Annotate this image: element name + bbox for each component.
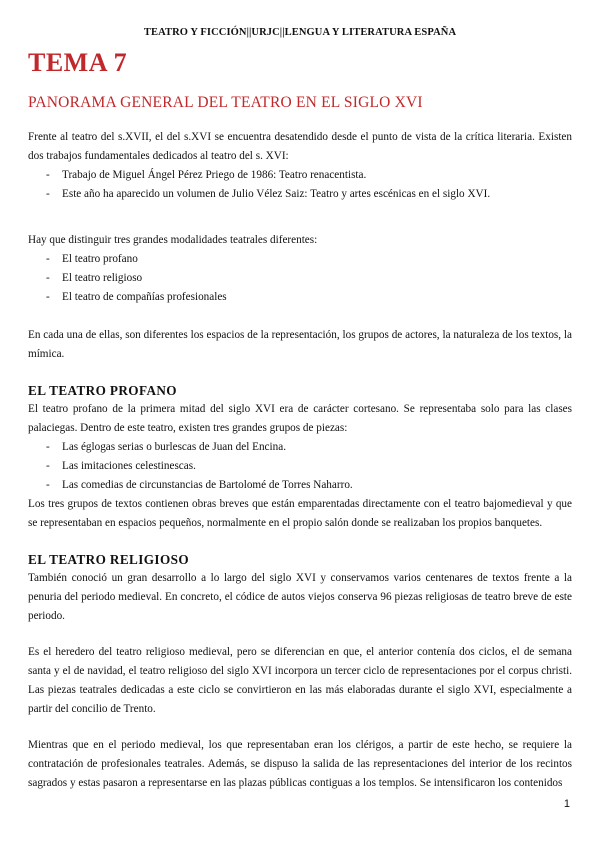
religioso-paragraph-2: Es el heredero del teatro religioso medieval, pero se diferencian en que, el anterior contenía dos ciclos, el de semana santa y el de navidad, el teatro religioso del siglo XVI incorpora un tercer ciclo de representaciones por el corpus christi. Las piezas teatrales dedicadas a este ciclo se convirtieron en las más elaboradas durante el siglo XVI, especialmente a partir del concilio de Trento. xyxy=(28,646,572,715)
bullet-dash: - xyxy=(46,253,50,265)
list-item: - Las églogas serias o burlescas de Juan del Encina. xyxy=(28,438,572,457)
section-heading-religioso: EL TEATRO RELIGIOSO xyxy=(28,552,190,567)
document-body xyxy=(28,128,572,793)
espacios-paragraph: En cada una de ellas, son diferentes los espacios de la representación, los grupos de actores, la naturaleza de los textos, la mímica. xyxy=(28,329,572,360)
bullet-dash: - xyxy=(46,479,50,491)
bullet-dash: - xyxy=(46,291,50,303)
profano-paragraph: El teatro profano de la primera mitad del siglo XVI era de carácter cortesano. Se representaba solo para las clases palaciegas. Dentro de este teatro, existen tres grandes grupos de piezas: xyxy=(28,403,572,434)
bullet-dash: - xyxy=(46,441,50,453)
modalidades-list xyxy=(28,250,572,307)
page-subtitle: PANORAMA GENERAL DEL TEATRO EN EL SIGLO XVI xyxy=(28,94,423,111)
bullet-dash: - xyxy=(46,460,50,472)
page-number: 1 xyxy=(563,798,570,810)
running-header: TEATRO Y FICCIÓN||URJC||LENGUA Y LITERATURA ESPAÑA xyxy=(143,27,457,38)
list-item: - El teatro religioso xyxy=(28,269,572,288)
bullet-dash: - xyxy=(46,188,50,200)
list-item: - Este año ha aparecido un volumen de Julio Vélez Saiz: Teatro y artes escénicas en el siglo XVI. xyxy=(28,185,572,204)
intro-paragraph: Frente al teatro del s.XVII, el del s.XVI se encuentra desatendido desde el punto de vista de la crítica literaria. Existen dos trabajos fundamentales dedicados al teatro del s. XVI: xyxy=(28,131,572,162)
intro-list xyxy=(28,166,572,204)
religioso-paragraph-1: También conoció un gran desarrollo a lo largo del siglo XVI y conservamos varios centenares de textos frente a la penuria del periodo medieval. En concreto, el códice de autos viejos conserva 96 piezas religiosas de teatro breve de este periodo. xyxy=(28,572,572,622)
religioso-paragraph-3: Mientras que en el periodo medieval, los que representaban eran los clérigos, a partir de este hecho, se requiere la contratación de profesionales teatrales. Además, se dispuso la salida de las representaciones del interior de los recintos sagrados y estas pasaron a representarse en las plazas públicas contiguas a los templos. Se intensificaron los contenidos xyxy=(28,739,572,789)
list-item: - Trabajo de Miguel Ángel Pérez Priego de 1986: Teatro renacentista. xyxy=(28,166,572,185)
section-heading-profano: EL TEATRO PROFANO xyxy=(28,383,177,398)
list-item: - Las imitaciones celestinescas. xyxy=(28,457,572,476)
page-title: TEMA 7 xyxy=(28,48,128,77)
profano-after-paragraph: Los tres grupos de textos contienen obras breves que están emparentadas directamente con el teatro bajomedieval y que se representaban en espacios pequeños, normalmente en el propio salón donde se realizaban los propios banquetes. xyxy=(28,498,572,529)
list-item: - El teatro profano xyxy=(28,250,572,269)
list-item: - El teatro de compañías profesionales xyxy=(28,288,572,307)
profano-list xyxy=(28,438,572,495)
bullet-dash: - xyxy=(46,169,50,181)
bullet-dash: - xyxy=(46,272,50,284)
list-item: - Las comedias de circunstancias de Bartolomé de Torres Naharro. xyxy=(28,476,572,495)
modalidades-paragraph: Hay que distinguir tres grandes modalidades teatrales diferentes: xyxy=(28,234,318,246)
